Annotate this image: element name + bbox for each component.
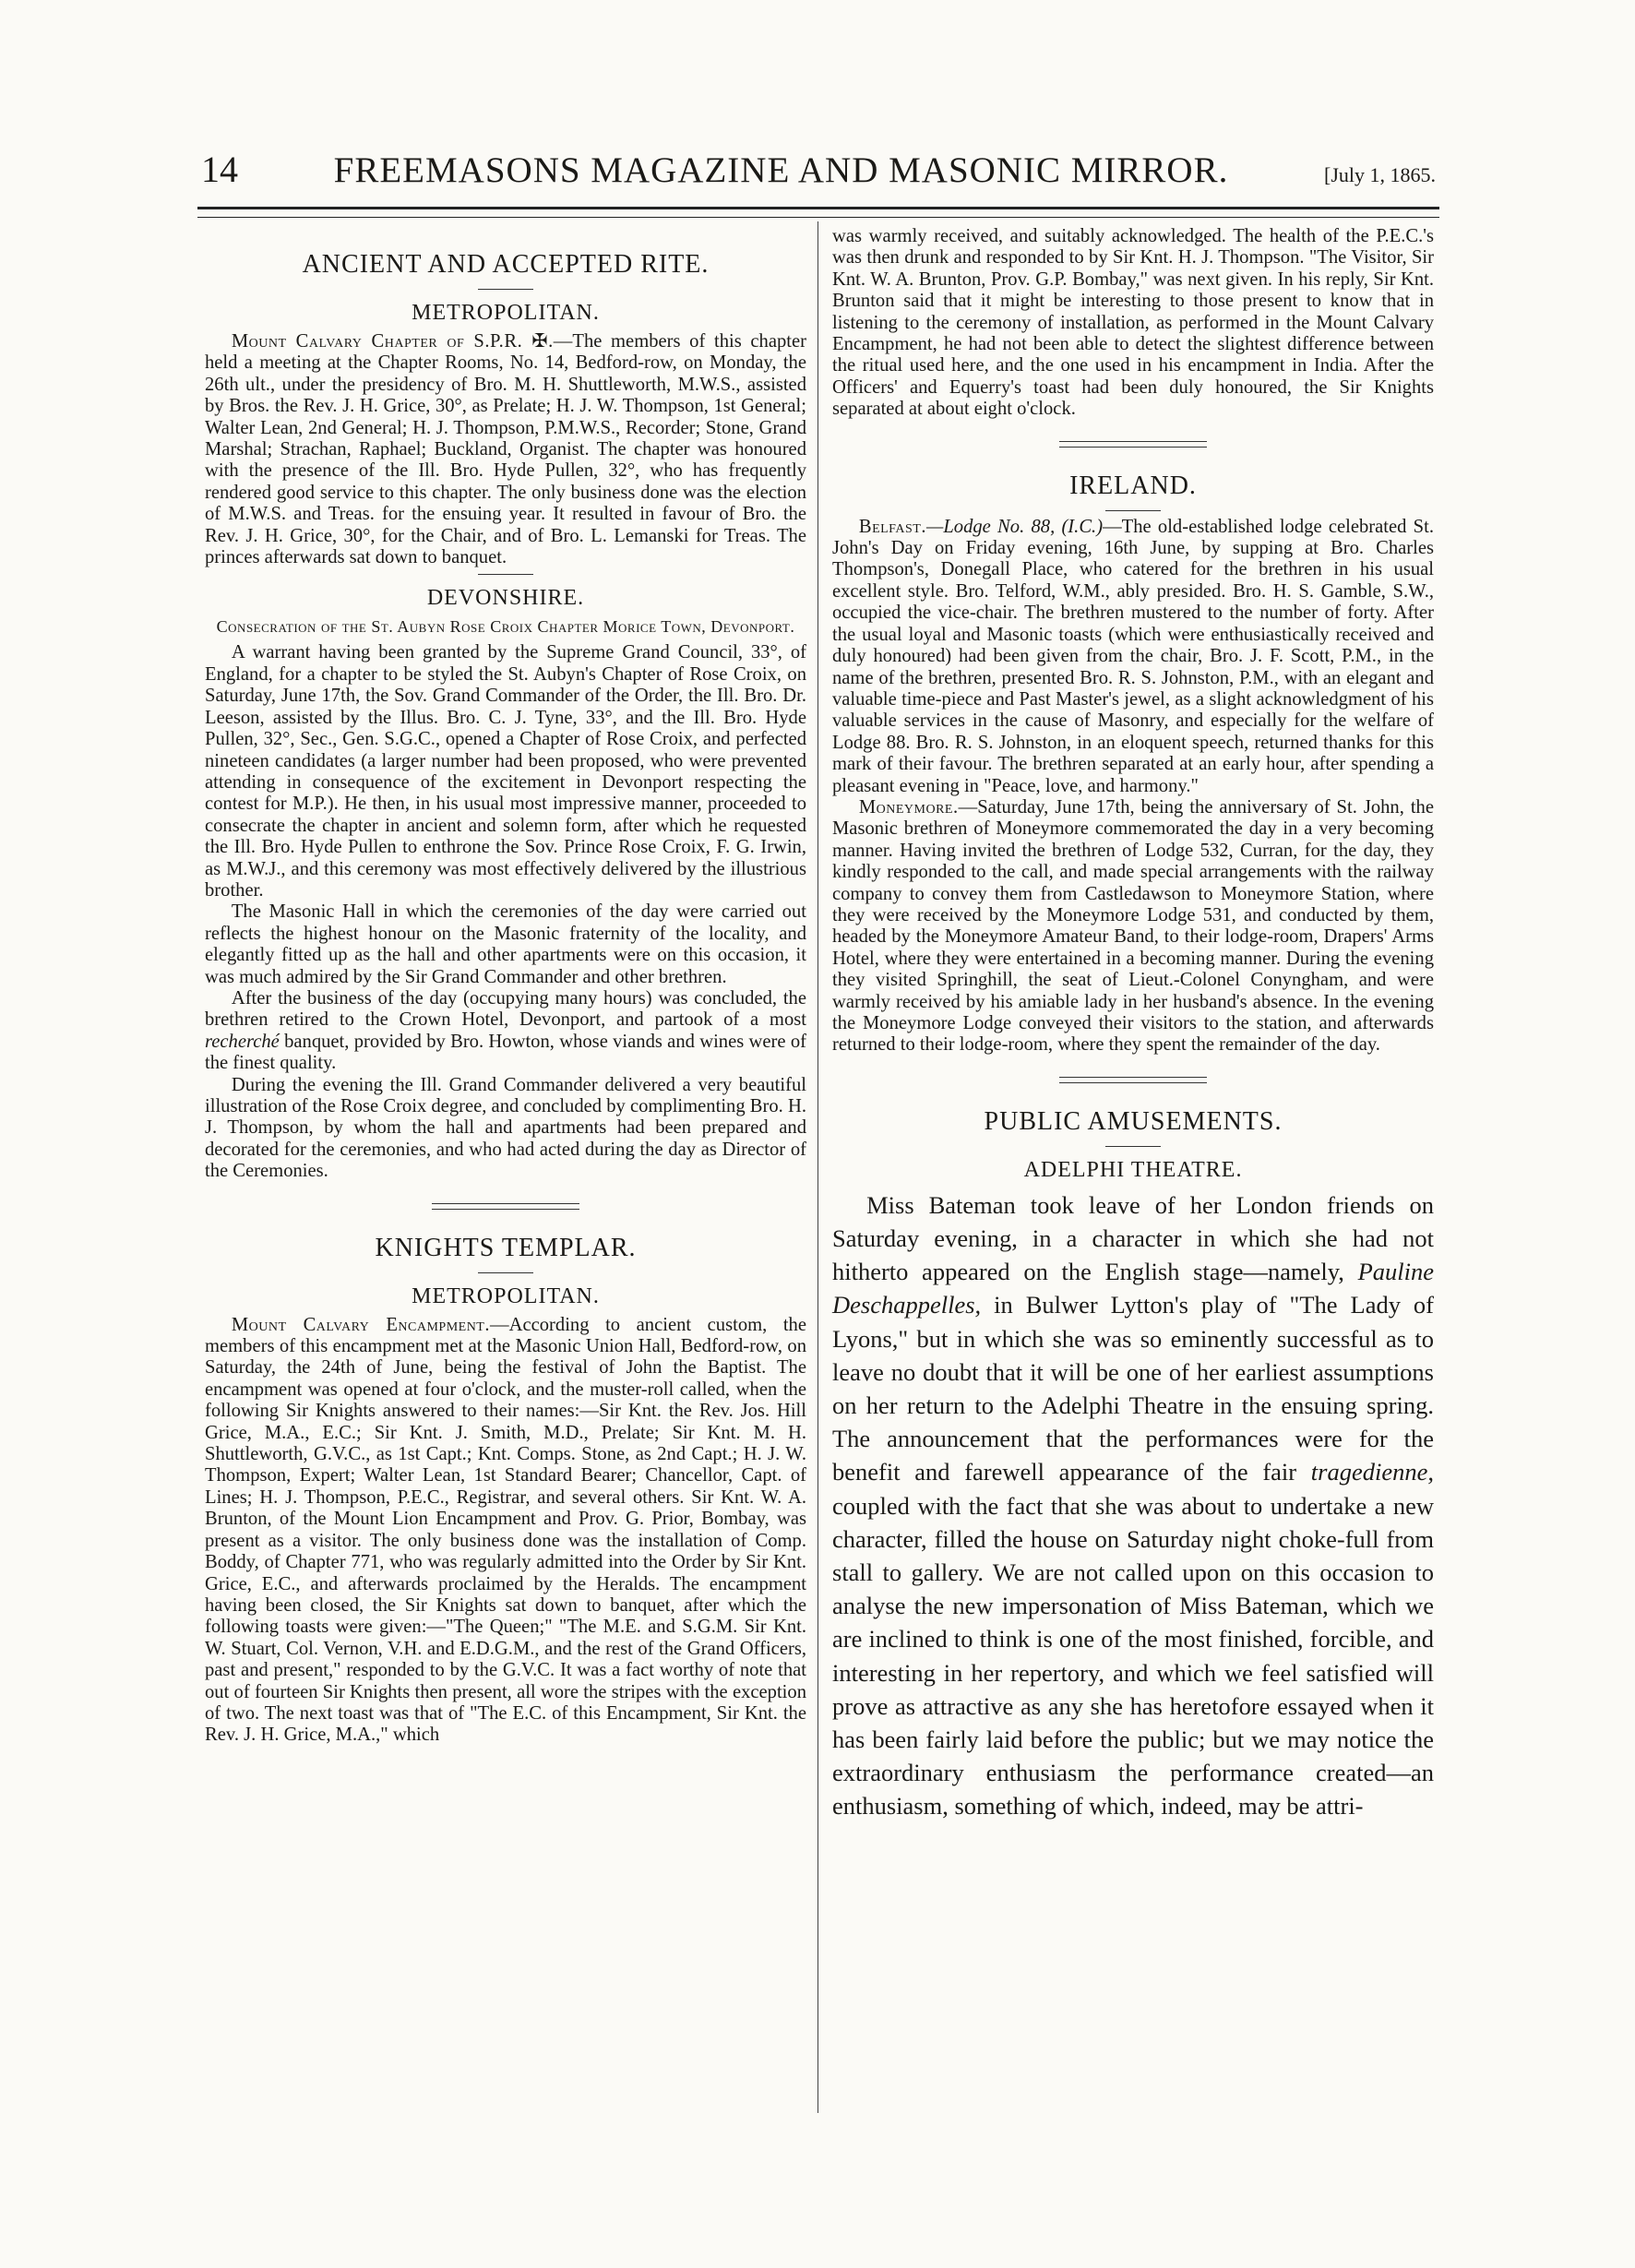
short-rule: [1105, 510, 1161, 511]
article-lead: Mount Calvary Chapter of S.P.R. ✠.: [231, 331, 554, 352]
subheading-adelphi-theatre: ADELPHI THEATRE.: [1023, 1157, 1243, 1182]
right-column: [832, 226, 1434, 1823]
article-lead: Moneymore.: [858, 796, 959, 818]
article-lead: Belfast.: [858, 516, 927, 537]
subheading-metropolitan-kt: METROPOLITAN.: [412, 1283, 600, 1308]
issue-date: [July 1, 1865.: [1324, 163, 1436, 186]
consecration-heading: Consecration of the St. Aubyn Rose Croix Chapter Morice Town, Devonport.: [216, 617, 795, 637]
masthead-rule: [197, 207, 1439, 218]
italic-run: —Lodge No. 88, (I.C.): [926, 516, 1104, 537]
section-heading-public-amusements: PUBLIC AMUSEMENTS.: [984, 1106, 1283, 1136]
short-rule: [1105, 1146, 1161, 1147]
article-text: —The members of this chapter held a meeting at the Chapter Rooms, No. 14, Bedford-row, on Monday, the 26th ult., under the presidency of Bro. M. H. Shuttleworth, M.W.S., assisted by Bros. the Rev. J. H. Grice, 30°, as Prelate; H. J. W. Thompson, 1st General; Walter Lean, 2nd General; H. J. Thompson, P.M.W.S., Recorder; Stone, Grand Marshal; Strachan, Raphael; Buckland, Organist. The chapter was honoured with the presence of the Ill. Bro. Hyde Pullen, 32°, who has frequently rendered good service to this chapter. The only business done was the election of M.W.S. and Treas. for the ensuing year. It resulted in favour of Bro. the Rev. J. H. Grice, 30°, for the Chair, and of Bro. L. Lemanski for Treas. The princes afterwards sat down to banquet.: [205, 331, 806, 568]
section-heading-ancient-rite: ANCIENT AND ACCEPTED RITE.: [302, 250, 710, 279]
section-divider: [1059, 441, 1207, 448]
publication-title: FREEMASONS MAGAZINE AND MASONIC MIRROR.: [333, 150, 1229, 190]
article-mount-calvary-chapter: [205, 331, 806, 568]
masthead: [201, 148, 1436, 203]
short-rule: [478, 289, 533, 290]
italic-run: recherché: [205, 1031, 280, 1052]
subheading-metropolitan: METROPOLITAN.: [412, 301, 600, 325]
left-column: [205, 226, 806, 1747]
section-heading-knights-templar: KNIGHTS TEMPLAR.: [375, 1233, 637, 1262]
devonshire-paragraph-1: A warrant having been granted by the Supreme Grand Council, 33°, of England, for a chapter to be styled the St. Aubyn's Chapter of Rose Croix, on Saturday, June 17th, the Sov. Grand Commander of the Order, the Ill. Bro. Dr. Leeson, assisted by the Illus. Bro. C. J. Tyne, 33°, and the Ill. Bro. Hyde Pullen, 32°, Sec., Gen. S.G.C., opened a Chapter of Rose Croix, and perfected nineteen candidates (a larger number had been proposed, who were prevented attending in consequence of the excitement in Devonport respecting the contest for M.P.). He then, in his usual most impressive manner, proceeded to consecrate the chapter in ancient and solemn form, after which he requested the Ill. Bro. Hyde Pullen to enthrone the Sov. Prince Rose Croix, F. G. Irwin, as M.W.J., and this ceremony was most effectively delivered by the illustrious brother.: [205, 642, 806, 901]
article-belfast: [832, 517, 1434, 797]
devonshire-paragraph-3: [205, 988, 806, 1075]
article-text: —Saturday, June 17th, being the anniversary of St. John, the Masonic brethren of Moneymore commemorated the day in a very becoming manner. Having invited the brethren of Lodge 532, Curran, for the day, they kindly responded to the call, and made special arrangements with the railway company to convey them from Castledawson to Moneymore Station, where they were received by the Moneymore Lodge 531, and conducted by them, headed by the Moneymore Amateur Band, to their lodge-room, Drapers' Arms Hotel, where they were entertained in a becoming manner. During the evening they visited Springhill, the seat of Lieut.-Colonel Conyngham, and were warmly received by his amiable lady in her husband's absence. In the evening the Moneymore Lodge conveyed their visitors to the station, and afterwards returned to their lodge-room, where they spent the remainder of the day.: [832, 796, 1434, 1056]
article-text: —According to ancient custom, the members of this encampment met at the Masonic Union Hall, Bedford-row, on Saturday, the 24th of June, being the festival of John the Baptist. The encampment was opened at four o'clock, and the muster-roll called, when the following Sir Knights answered to their names:—Sir Knt. the Rev. Jos. Hill Grice, M.A., E.C.; Sir Knt. J. Smith, M.D., Prelate; Sir Knt. M. H. Shuttleworth, G.V.C., as 1st Capt.; Knt. Comps. Stone, as 2nd Capt.; H. J. W. Thompson, Expert; Walter Lean, 1st Standard Bearer; Chancellor, Capt. of Lines; H. J. Thompson, P.E.C., Registrar, and several others. Sir Knt. W. A. Brunton, of the Mount Lion Encampment and Prov. G. Prior, Bombay, was present as a visitor. The only business done was the installation of Comp. Boddy, of Chapter 771, who was regularly admitted into the Order by Sir Knt. Grice, E.C., and afterwards proclaimed by the Heralds. The encampment having been closed, the Sir Knights sat down to banquet, after which the following toasts were given:—"The Queen;" "The M.E. and S.G.M. Sir Knt. W. Stuart, Col. Vernon, V.H. and E.D.G.M., and the rest of the Grand Officers, past and present," responded to by the G.V.C. It was a fact worthy of note that out of fourteen Sir Knights then present, all wore the stripes with the exception of two. The next toast was that of "The E.C. of this Encampment, Sir Knt. the Rev. J. H. Grice, M.A.," which: [205, 1314, 806, 1746]
article-text: —The old-established lodge celebrated St. John's Day on Friday evening, 16th June, by supping at Bro. Charles Thompson's, Donegall Place, who catered for the brethren in his usual excellent style. Bro. Telford, W.M., ably presided. Bro. H. S. Gamble, S.W., occupied the vice-chair. The brethren mustered to the number of forty. After the usual loyal and Masonic toasts (which were enthusiastically received and duly honoured) had been given from the chair, Bro. J. F. Scott, P.M., in the name of the brethren, presented Bro. R. S. Johnston, P.M., with an elegant and valuable time-piece and Past Master's jewel, as a slight acknowledgment of his valuable services in the cause of Masonry, and especially for the welfare of Lodge 88. Bro. R. S. Johnston, in an eloquent speech, returned thanks for this mark of their favour. The brethren separated at an early hour, after spending a pleasant evening in "Peace, love, and harmony.": [832, 516, 1434, 796]
text-run: in Bulwer Lytton's play of "The Lady of Lyons," but in which she was so eminently successful as to leave no doubt that it will be one of her earliest assumptions on her return to the Adelphi Theatre in the ensuing spring. The announcement that the performances were for the benefit and farewell appearance of the fair: [832, 1291, 1434, 1486]
section-heading-ireland: IRELAND.: [1069, 471, 1197, 500]
text-run: banquet, provided by Bro. Howton, whose viands and wines were of the finest quality.: [205, 1031, 806, 1074]
short-rule: [478, 1272, 533, 1273]
italic-run: Pauline Deschappelles,: [832, 1258, 1434, 1319]
article-lead: Mount Calvary Encampment.: [231, 1314, 491, 1335]
section-divider: [1059, 1077, 1207, 1083]
italic-run: tragedienne,: [1310, 1458, 1434, 1486]
text-run: Miss Bateman took leave of her London friends on Saturday evening, in a character in which she had not hitherto appeared on the English stage—namely,: [832, 1190, 1434, 1286]
page-number: 14: [201, 149, 238, 190]
subheading-devonshire: DEVONSHIRE.: [426, 586, 585, 611]
text-run: coupled with the fact that she was about to undertake a new character, filled the house on Saturday night choke-full from stall to gallery. We are not called upon on this occasion to analyse the new impersonation of Miss Bateman, which we are inclined to think is one of the most finished, forcible, and interesting in her repertory, and which we feel satisfied will prove as attractive as any she has heretofore essayed when it has been fairly laid before the public; but we may notice the extraordinary enthusiasm the performance created—an enthusiasm, something of which, indeed, may be attri-: [832, 1491, 1434, 1820]
short-rule: [478, 574, 533, 575]
article-mount-calvary-encampment: [205, 1315, 806, 1747]
continuation-paragraph: was warmly received, and suitably acknowledged. The health of the P.E.C.'s was then drunk and responded to by Sir Knt. H. J. Thompson. "The Visitor, Sir Knt. W. A. Brunton, Prov. G.P. Bombay," was next given. In his reply, Sir Knt. Brunton said that it might be interesting to those present to know that in listening to the ceremony of installation, as performed in the Mount Calvary Encampment, he had not been able to detect the slightest difference between the ritual used here, and the one used in his encampment in India. After the Officers' and Equerry's toast had been duly honoured, the Sir Knights separated at about eight o'clock.: [832, 226, 1434, 420]
text-run: After the business of the day (occupying many hours) was concluded, the brethren retired to the Crown Hotel, Devonport, and partook of a most: [205, 987, 806, 1031]
article-moneymore: [832, 797, 1434, 1056]
devonshire-paragraph-4: During the evening the Ill. Grand Commander delivered a very beautiful illustration of the Rose Croix degree, and concluded by complimenting Bro. H. J. Thompson, by whom the hall and apartments had been prepared and decorated for the ceremonies, and who had acted during the day as Director of the Ceremonies.: [205, 1074, 807, 1182]
section-divider: [432, 1203, 579, 1210]
article-adelphi-theatre: [832, 1188, 1434, 1823]
devonshire-paragraph-2: The Masonic Hall in which the ceremonies of the day were carried out reflects the highest honour on the Masonic fraternity of the locality, and elegantly fitted up as the hall and other apartments were on this occasion, it was much admired by the Sir Grand Commander and other brethren.: [205, 901, 806, 987]
